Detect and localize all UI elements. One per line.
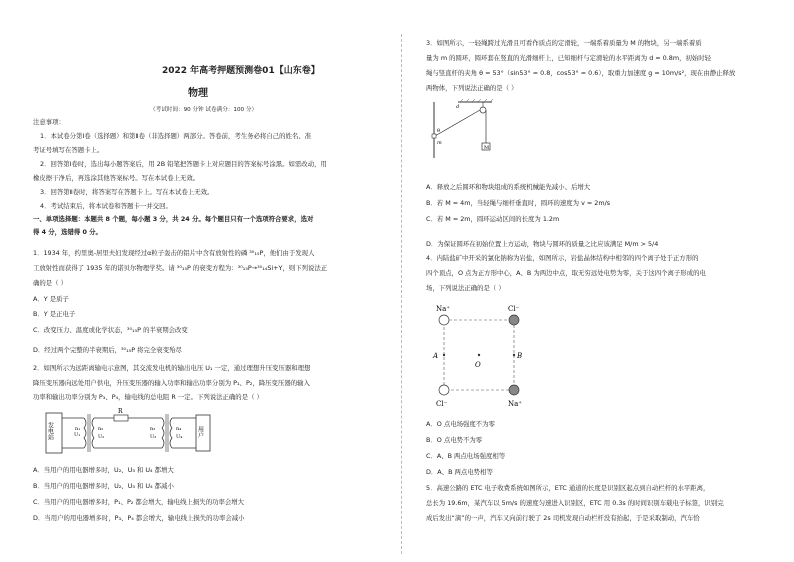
q4-option-b: B．O 点电势不为零 (426, 436, 483, 444)
column-divider (401, 34, 402, 554)
section-heading-cont: 得 4 分，选错得 0 分。 (33, 228, 102, 236)
q2-stem: 功率和输出功率分别为 P₃、P₄，输电线的总电阻 R 一定。下列说法正确的是（ ） (33, 393, 263, 401)
note-line: 考证号填写在答题卡上。 (33, 146, 104, 154)
svg-text:n₄: n₄ (176, 426, 182, 432)
q4-option-c: C．A、B 两点电场强度相等 (426, 452, 506, 460)
q1-option-a: A．Y 是质子 (33, 295, 69, 303)
q4-stem: 4．内陆盐矿中开采的氯化钠称为岩盐，如图所示，岩盐晶体结构中相邻的四个离子处于正方形的 (426, 254, 699, 262)
svg-text:d: d (456, 104, 460, 110)
q4-option-d: D．A、B 两点电势相等 (426, 468, 493, 476)
notes-heading: 注意事项： (33, 118, 65, 126)
generator-label: 发电站 (46, 422, 54, 440)
q2-stem: 2．如图所示为远距离输电示意图，其交流发电机的输出电压 U₁ 一定，通过理想升压变压器和理想 (33, 364, 311, 372)
subject-title: 物理 (188, 88, 208, 99)
svg-text:R: R (118, 408, 123, 415)
note-line: 2．回答第Ⅰ卷时，选出每小题答案后，用 2B 铅笔把答题卡上对应题目的答案标号涂黑。如需改动，用 (40, 160, 327, 168)
svg-text:Na⁺: Na⁺ (436, 305, 450, 313)
q5-stem: 总长为 19.6m，某汽车以 5m/s 的速度匀速进入识别区，ETC 用 0.3s 的时间识别车载电子标签，识别完 (426, 499, 724, 507)
coil-n3 (162, 418, 164, 448)
q5-stem: 成后发出“滴”的一声，汽车又向前行驶了 2s 司机发现自动栏杆没有抬起，于是采取制动，汽车恰 (426, 514, 700, 522)
q3-stem: 两物体，下列说法正确的是（ ） (426, 84, 518, 92)
note-line: 4．考试结束后，将本试卷和答题卡一并交回。 (40, 202, 172, 210)
svg-text:B: B (517, 352, 523, 360)
note-line: 1．本试卷分第Ⅰ卷（选择题）和第Ⅱ卷（非选择题）两部分。答卷前，考生务必将自己的姓名、准 (40, 132, 312, 140)
svg-text:U₂: U₂ (98, 434, 105, 440)
point-b (513, 354, 515, 356)
q3-stem: 量为 m 的圆环，圆环套在竖直的光滑细杆上，已知细杆与定滑轮的水平距离为 d = 0.8m，初始时轻 (426, 54, 712, 62)
coil-n4 (170, 418, 172, 448)
svg-text:n₂: n₂ (98, 426, 104, 432)
q2-option-b: B．当用户的用电器增多时，U₂、U₃ 和 U₄ 都减小 (33, 482, 174, 490)
svg-text:Cl⁻: Cl⁻ (436, 400, 448, 408)
svg-text:n₁: n₁ (75, 426, 81, 432)
q4-option-a: A．O 点电场强度不为零 (426, 420, 495, 428)
svg-text:n₃: n₃ (150, 426, 156, 432)
page-title: 2022 年高考押题预测卷01【山东卷】 (162, 66, 320, 76)
q1-option-b: B．Y 是正电子 (33, 310, 76, 318)
na-ion-top-left (439, 315, 449, 325)
q3-stem: 3．如图所示，一轻绳跨过光滑且可看作质点的定滑轮，一端系着质量为 M 的物块，另一端系着质 (426, 39, 702, 47)
resistor-r (114, 415, 128, 421)
note-line: 橡皮擦干净后，再选涂其他答案标号。写在本试卷上无效。 (33, 174, 200, 182)
q2-option-a: A．当用户的用电器增多时，U₂、U₃ 和 U₄ 都增大 (33, 466, 174, 474)
q3-option-a: A．释放之后圆环和物块组成的系统机械能先减小、后增大 (426, 183, 591, 191)
q3-option-c: C．若 M = 2m，圆环运动区间的长度为 1.2m (426, 215, 560, 223)
svg-text:Cl⁻: Cl⁻ (508, 305, 520, 313)
note-line: 3．回答第Ⅱ卷时，将答案写在答题卡上。写在本试卷上无效。 (40, 188, 214, 196)
q1-stem: 1．1934 年，约里奥-居里夫妇发现经过α粒子轰击的铝片中含有放射性的磷 ³⁰₁₅P，他们由于发现人 (33, 249, 315, 257)
pulley-diagram (426, 98, 516, 160)
q2-option-c: C．当用户的用电器增多时，P₁、P₂ 都会增大，输电线上损失的功率会增大 (33, 498, 245, 506)
na-ion-bottom-right (509, 385, 519, 395)
svg-text:θ: θ (437, 128, 441, 134)
q4-stem: 场，下列说法正确的是（ ） (426, 284, 505, 292)
section-heading: 一、单项选择题：本题共 8 个题，每小题 3 分，共 24 分。每个题目只有一个选项符合要求，选对 (33, 215, 314, 223)
point-o (478, 354, 480, 356)
q2-stem: 降压变压器向远处用户供电，升压变压器的输入功率和输出功率分别为 P₁、P₂，降压变压器的输入 (33, 379, 310, 387)
power-transmission-diagram (44, 408, 224, 458)
q1-stem: 确的是（ ） (33, 279, 67, 287)
q4-stem: 四个顶点，O 点为正方形中心，A、B 为两边中点，取无穷远处电势为零，关于这四个离子形成的电 (426, 269, 706, 277)
ring (432, 134, 436, 138)
point-a (443, 354, 445, 356)
svg-text:M: M (484, 145, 490, 151)
svg-text:U₃: U₃ (150, 434, 157, 440)
svg-text:A: A (433, 352, 439, 360)
rope (435, 110, 480, 136)
pulley (480, 107, 486, 113)
q1-option-d: D．经过两个完整的半衰期后，³⁰₁₅P 将完全衰变殆尽 (33, 346, 182, 354)
svg-text:U₁: U₁ (74, 432, 81, 438)
q2-option-d: D．当用户的用电器增多时，P₃、P₄ 都会增大，输电线上损失的功率会减小 (33, 514, 245, 522)
q5-stem: 5．高速公路的 ETC 电子收费系统如图所示，ETC 通道的长度是识别区起点到自动栏杆的水平距离， (426, 484, 710, 492)
q3-stem: 绳与竖直杆的夹角 θ = 53°（sin53° = 0.8，cos53° = 0.6），取重力加速度 g = 10m/s²，现在由静止释放 (426, 69, 736, 77)
q1-stem: 工放射性而获得了 1935 年的诺贝尔物理学奖。请 ³⁰₁₅P 的衰变方程为：³⁰₁₅P→³⁰₁₄Si+Y，则下列说法正 (33, 264, 328, 272)
cl-ion-top-right (509, 315, 519, 325)
q3-option-d: D．为保证圆环在初始位置上方运动，物块与圆环的质量之比应该满足 M/m > 5/4 (426, 240, 659, 248)
svg-text:m: m (437, 140, 442, 146)
coil-n2 (92, 418, 94, 448)
svg-text:Na⁺: Na⁺ (508, 400, 522, 408)
q1-option-c: C．改变压力、温度或化学状态，³⁰₁₅P 的半衰期会改变 (33, 326, 188, 334)
svg-text:U₄: U₄ (176, 434, 183, 440)
svg-text:用户: 用户 (196, 426, 204, 438)
ion-lattice-diagram (428, 300, 528, 410)
cl-ion-bottom-left (439, 385, 449, 395)
svg-text:O: O (475, 361, 481, 369)
exam-info: （考试时间：90 分钟 试卷满分：100 分） (150, 107, 258, 113)
q3-option-b: B．若 M = 4m，当轻绳与细杆垂直时，圆环的速度为 v = 2m/s (426, 199, 611, 207)
coil-n1 (84, 418, 86, 448)
